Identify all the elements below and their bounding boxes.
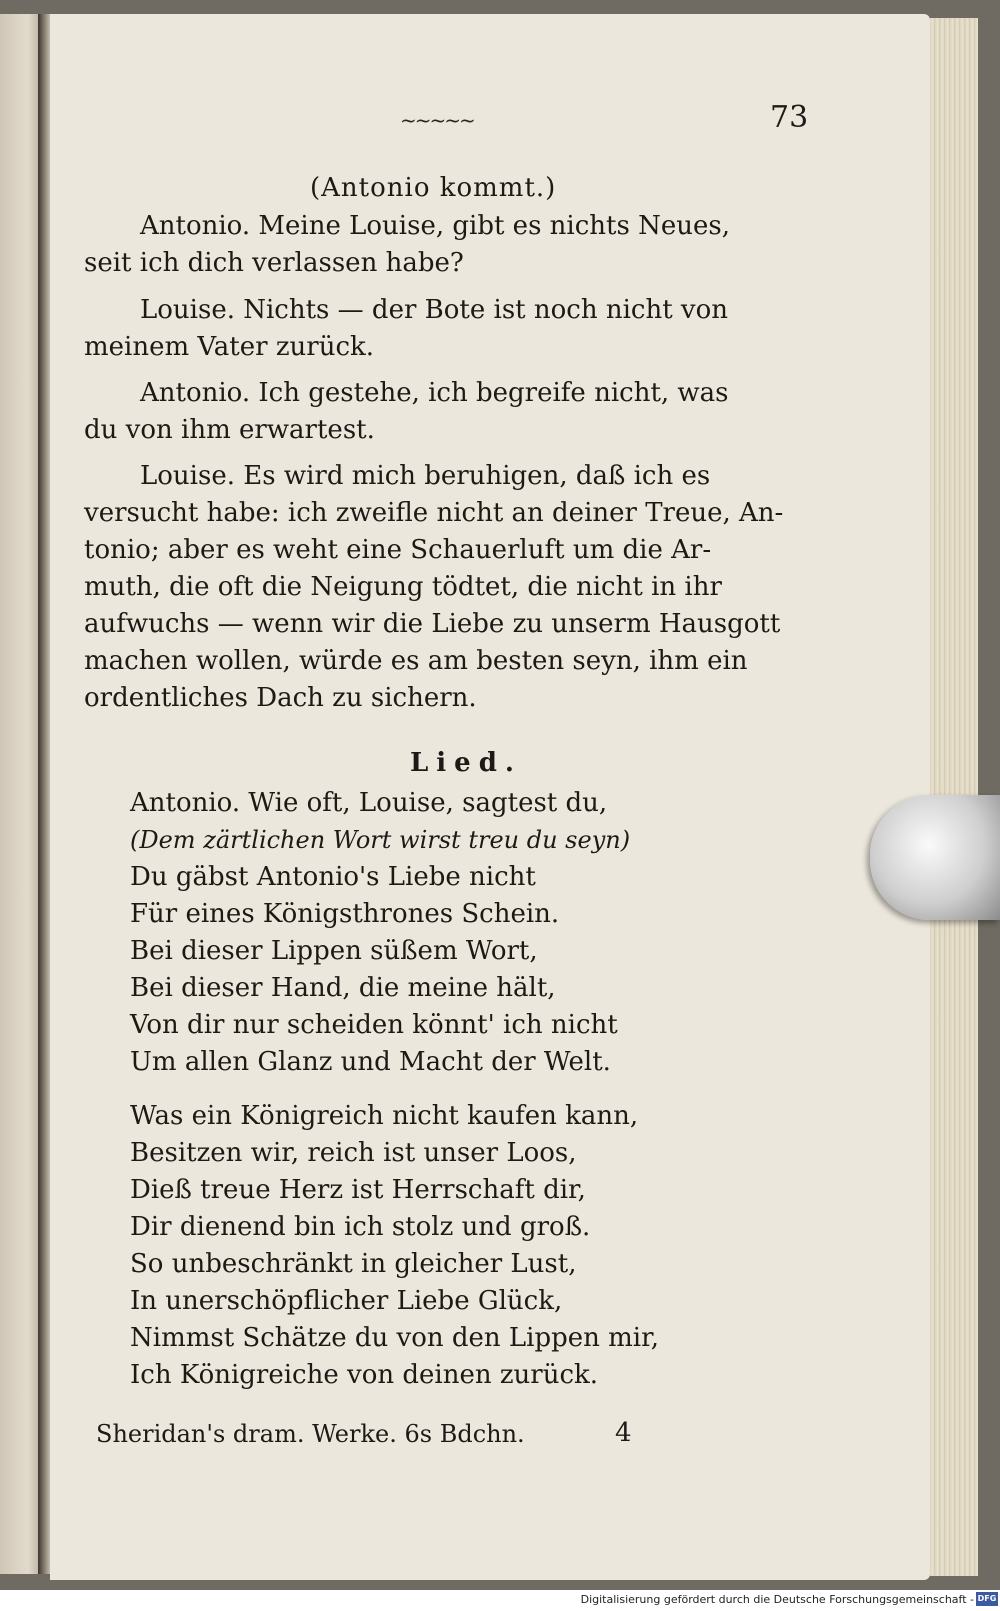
- verse-line: Bei dieser Hand, die meine hält,: [130, 973, 556, 1003]
- text-line: ordentliches Dach zu sichern.: [84, 683, 477, 713]
- page-clip: [870, 795, 1000, 920]
- footer-signature: Sheridan's dram. Werke. 6s Bdchn.: [96, 1420, 525, 1448]
- stage-direction: (Antonio kommt.): [310, 173, 557, 203]
- digitization-credit: Digitalisierung gefördert durch die Deutsche Forschungsgemeinschaft -: [580, 1593, 974, 1606]
- page-number: 73: [770, 100, 809, 135]
- text-line: Louise. Nichts — der Bote ist noch nicht von: [140, 295, 729, 325]
- text-line: Antonio. Ich gestehe, ich begreife nicht, was: [140, 378, 729, 408]
- verse-line: Bei dieser Lippen süßem Wort,: [130, 936, 538, 966]
- text-line: Antonio. Meine Louise, gibt es nichts Neues,: [140, 211, 730, 241]
- verse-line: Besitzen wir, reich ist unser Loos,: [130, 1138, 577, 1168]
- text-line: versucht habe: ich zweifle nicht an deiner Treue, An-: [84, 498, 784, 528]
- verse-line: Dieß treue Herz ist Herrschaft dir,: [130, 1175, 586, 1205]
- verse-line: Um allen Glanz und Macht der Welt.: [130, 1047, 611, 1077]
- sheet-number: 4: [615, 1418, 632, 1448]
- text-line: meinem Vater zurück.: [84, 332, 375, 362]
- text-line: Louise. Es wird mich beruhigen, daß ich es: [140, 461, 711, 491]
- text-line: seit ich dich verlassen habe?: [84, 248, 464, 278]
- text-line: muth, die oft die Neigung tödtet, die nicht in ihr: [84, 572, 722, 602]
- text-line: machen wollen, würde es am besten seyn, ihm ein: [84, 646, 748, 676]
- verse-line: Dir dienend bin ich stolz und groß.: [130, 1212, 591, 1242]
- left-page-edge: [0, 14, 42, 1574]
- verse-line: Antonio. Wie oft, Louise, sagtest du,: [130, 788, 608, 818]
- song-title: Lied.: [410, 748, 522, 778]
- verse-line: In unerschöpflicher Liebe Glück,: [130, 1286, 563, 1316]
- verse-line: Von dir nur scheiden könnt' ich nicht: [130, 1010, 618, 1040]
- verse-line: Ich Königreiche von deinen zurück.: [130, 1360, 599, 1390]
- header-ornament: ~~~~~: [400, 108, 474, 132]
- verse-line: Was ein Königreich nicht kaufen kann,: [130, 1101, 639, 1131]
- text-line: tonio; aber es weht eine Schauerluft um die Ar-: [84, 535, 712, 565]
- verse-line: Nimmst Schätze du von den Lippen mir,: [130, 1323, 659, 1353]
- text-line: du von ihm erwartest.: [84, 415, 375, 445]
- verse-line: (Dem zärtlichen Wort wirst treu du seyn): [130, 826, 631, 854]
- verse-line: Du gäbst Antonio's Liebe nicht: [130, 862, 536, 892]
- verse-line: Für eines Königsthrones Schein.: [130, 899, 560, 929]
- text-line: aufwuchs — wenn wir die Liebe zu unserm Hausgott: [84, 609, 781, 639]
- verse-line: So unbeschränkt in gleicher Lust,: [130, 1249, 577, 1279]
- dfg-logo: DFG: [976, 1592, 998, 1606]
